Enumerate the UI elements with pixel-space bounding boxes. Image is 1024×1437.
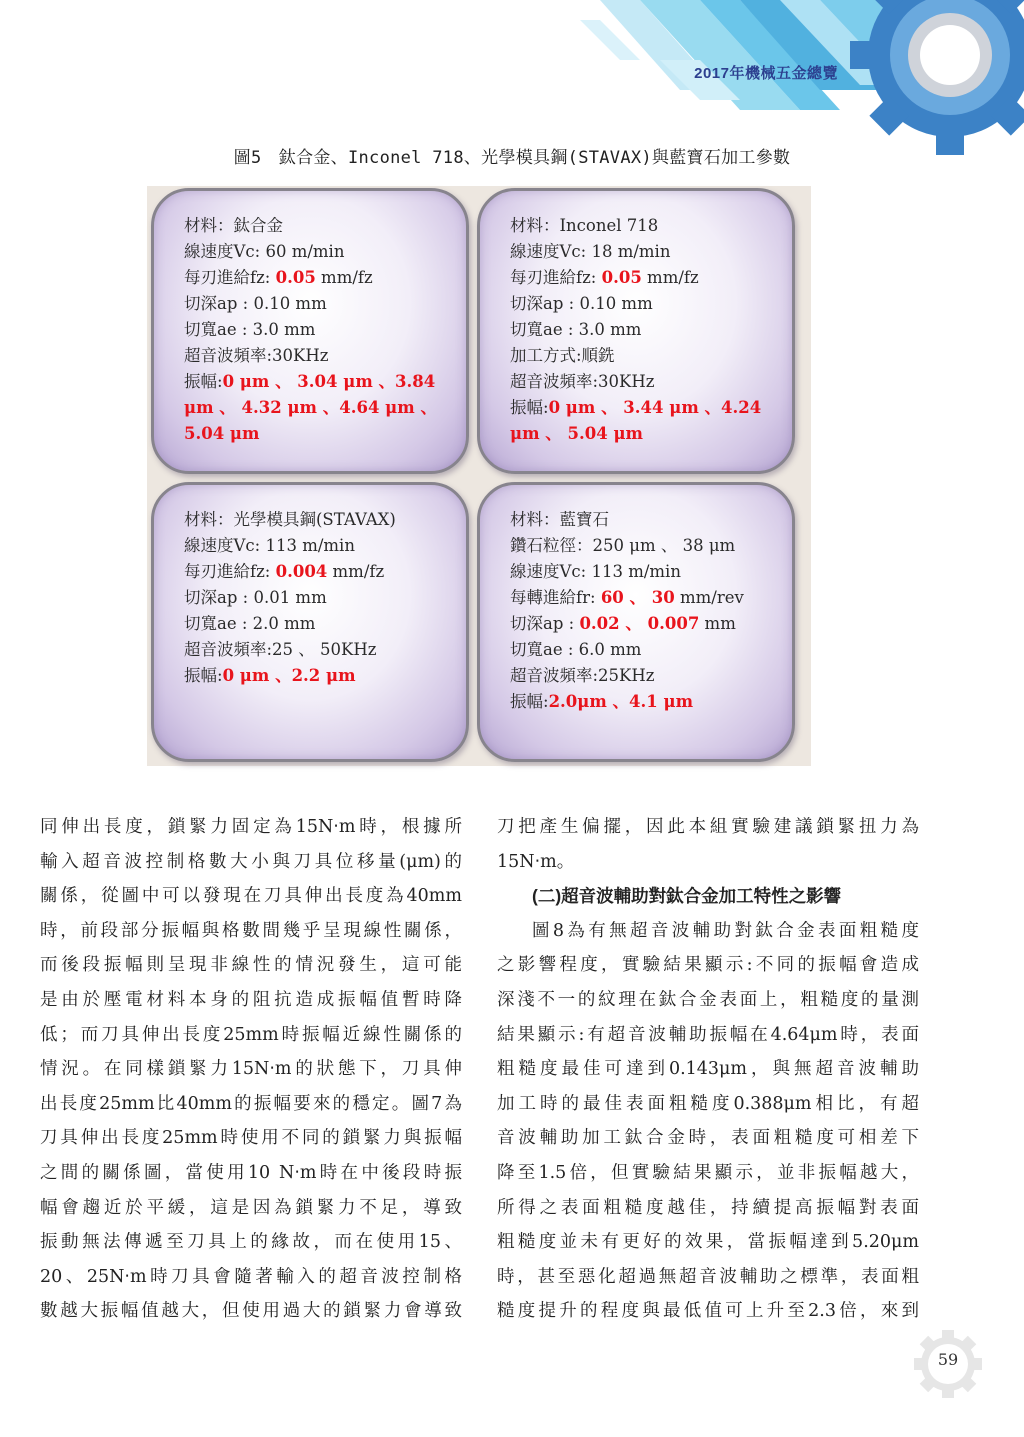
highlight-value: 0 μm 、 3.04 μm 、3.84 μm 、 4.32 μm 、4.64 μm 、5.04 μm (184, 372, 437, 443)
param-line (510, 343, 776, 369)
param-text: 振幅: (184, 372, 223, 391)
text-line: 出長度25mm比40mm的振幅要來的穩定。圖7為 (40, 1093, 462, 1114)
text-line: 幅會趨近於平緩，這是因為鎖緊力不足，導致 (40, 1197, 462, 1218)
text-line: 之間的關係圖，當使用10 N‧m時在中後段時振 (40, 1162, 462, 1183)
param-line (184, 239, 450, 265)
text-line: 時，前段部分振幅與格數間幾乎呈現線性關係， (40, 920, 462, 941)
param-line (510, 239, 776, 265)
body-column-right (497, 810, 919, 1329)
page-number: 59 (937, 1350, 959, 1369)
highlight-value: 0.05 (601, 268, 642, 287)
param-line (510, 369, 776, 395)
param-text: 鑽石粒徑：250 μm 、 38 μm (510, 536, 736, 555)
text-line: 而後段振幅則呈現非線性的情況發生，這可能 (40, 955, 462, 976)
param-line (184, 611, 450, 637)
text-line: 15N‧m。 (497, 851, 575, 872)
text-line: 結果顯示:有超音波輔助振幅在4.64μm時，表面 (497, 1024, 919, 1045)
param-text: 每刃進給fz: (510, 268, 602, 287)
text-line: 時，甚至惡化超過無超音波輔助之標準，表面粗 (497, 1266, 919, 1287)
param-line (510, 317, 776, 343)
param-line (510, 663, 776, 689)
param-text: mm/fz (315, 268, 373, 287)
param-line (184, 369, 450, 447)
param-text: 材料：光學模具鋼(STAVAX) (184, 510, 396, 529)
param-text: 切深ap : (510, 614, 580, 633)
param-text: 超音波頻率:25 、 50KHz (184, 640, 377, 659)
param-text: mm/rev (674, 588, 744, 607)
param-text: 振幅: (510, 692, 549, 711)
param-text: 材料：藍寶石 (510, 510, 609, 529)
param-text: 超音波頻率:25KHz (510, 666, 655, 685)
param-line (184, 213, 450, 239)
param-line (184, 317, 450, 343)
param-line (184, 507, 450, 533)
highlight-value: 0 μm 、 3.44 μm 、4.24 μm 、 5.04 μm (510, 398, 762, 443)
text-line: 圖8為有無超音波輔助對鈦合金表面粗糙度 (532, 920, 919, 941)
param-text: 材料：鈦合金 (184, 216, 283, 235)
param-card-titanium (151, 188, 469, 474)
param-line (510, 533, 776, 559)
param-line (510, 637, 776, 663)
right-main-paragraph (497, 914, 919, 1329)
param-text: 振幅: (184, 666, 223, 685)
param-text: 振幅: (510, 398, 549, 417)
param-line (510, 507, 776, 533)
param-line (510, 265, 776, 291)
param-line (184, 343, 450, 369)
param-line (184, 637, 450, 663)
highlight-value: 0 μm 、2.2 μm (222, 666, 356, 685)
param-line (510, 611, 776, 637)
text-line: 20、25N‧m時刀具會隨著輸入的超音波控制格 (40, 1266, 462, 1287)
param-text: 加工方式:順銑 (510, 346, 615, 365)
publication-title: 2017年機械五金總覽 (694, 65, 838, 82)
text-line: 粗糙度並未有更好的效果，當振幅達到5.20μm (497, 1232, 919, 1253)
param-text: 每刃進給fz: (184, 268, 276, 287)
right-intro-paragraph (497, 810, 919, 879)
section-heading: (二)超音波輔助對鈦合金加工特性之影響 (532, 886, 842, 907)
param-text: 切寬ae : 3.0 mm (510, 320, 642, 339)
param-text: 超音波頻率:30KHz (184, 346, 329, 365)
text-line: 糙度提升的程度與最低值可上升至2.3倍，來到 (497, 1301, 919, 1322)
param-line (510, 559, 776, 585)
text-line: 輸入超音波控制格數大小與刀具位移量(μm)的 (40, 851, 462, 872)
highlight-value: 0.02 、 0.007 (579, 614, 700, 633)
param-text: 切寬ae : 3.0 mm (184, 320, 316, 339)
param-line (184, 585, 450, 611)
text-line: 深淺不一的紋理在鈦合金表面上，粗糙度的量測 (497, 989, 919, 1010)
param-text: 切寬ae : 2.0 mm (184, 614, 316, 633)
text-line: 低；而刀具伸出長度25mm時振幅近線性關係的 (40, 1024, 462, 1045)
param-text: 線速度Vc: 60 m/min (184, 242, 345, 261)
text-line: 是由於壓電材料本身的阻抗造成振幅值暫時降 (40, 989, 462, 1010)
text-line: 粗糙度最佳可達到0.143μm，與無超音波輔助 (497, 1059, 919, 1080)
param-text: mm (699, 614, 736, 633)
param-text: 線速度Vc: 113 m/min (510, 562, 681, 581)
param-text: 每轉進給fr: (510, 588, 601, 607)
text-line: 數越大振幅值越大，但使用過大的鎖緊力會導致 (40, 1301, 462, 1322)
param-line (510, 689, 776, 715)
param-text: 切深ap : 0.10 mm (184, 294, 327, 313)
param-text: 每刃進給fz: (184, 562, 276, 581)
param-line (184, 265, 450, 291)
text-line: 加工時的最佳表面粗糙度0.388μm相比，有超 (497, 1093, 919, 1114)
gear-icon (850, 0, 1024, 155)
param-line (184, 559, 450, 585)
text-line: 振動無法傳遞至刀具上的緣故，而在使用15、 (40, 1232, 462, 1253)
param-text: 切寬ae : 6.0 mm (510, 640, 642, 659)
figure-panel (147, 186, 811, 766)
param-line (184, 291, 450, 317)
text-line: 關係，從圖中可以發現在刀具伸出長度為40mm (40, 886, 462, 907)
param-line (510, 395, 776, 447)
param-text: 材料：Inconel 718 (510, 216, 659, 235)
param-text: 線速度Vc: 113 m/min (184, 536, 355, 555)
param-card-inconel (477, 188, 795, 474)
param-text: mm/fz (641, 268, 699, 287)
text-line: 同伸出長度，鎖緊力固定為15N‧m時，根據所 (40, 817, 462, 837)
param-line (510, 291, 776, 317)
param-text: 線速度Vc: 18 m/min (510, 242, 671, 261)
highlight-value: 0.05 (275, 268, 316, 287)
header-decoration (0, 0, 1024, 160)
text-line: 刀把產生偏擺，因此本組實驗建議鎖緊扭力為 (497, 817, 919, 837)
param-line (510, 213, 776, 239)
text-line: 降至1.5倍，但實驗結果顯示，並非振幅越大， (497, 1162, 919, 1183)
text-line: 音波輔助加工鈦合金時，表面粗糙度可相差下 (497, 1128, 919, 1149)
text-line: 之影響程度，實驗結果顯示:不同的振幅會造成 (497, 955, 919, 976)
param-text: 切深ap : 0.10 mm (510, 294, 653, 313)
param-card-sapphire (477, 482, 795, 762)
param-text: 超音波頻率:30KHz (510, 372, 655, 391)
text-line: 情況。在同樣鎖緊力15N‧m的狀態下，刀具伸 (40, 1059, 462, 1080)
body-column-left (40, 810, 462, 1329)
highlight-value: 60 、 30 (600, 588, 675, 607)
highlight-value: 0.004 (275, 562, 328, 581)
param-line (184, 663, 450, 689)
param-line (510, 585, 776, 611)
param-text: mm/fz (327, 562, 385, 581)
text-line: 所得之表面粗糙度越佳，持續提高振幅對表面 (497, 1197, 919, 1218)
text-line: 刀具伸出長度25mm時使用不同的鎖緊力與振幅 (40, 1128, 462, 1149)
highlight-value: 2.0μm 、4.1 μm (548, 692, 694, 711)
param-card-stavax (151, 482, 469, 762)
figure-caption: 圖5 鈦合金、Inconel 718、光學模具鋼(STAVAX)與藍寶石加工參數 (233, 148, 791, 168)
param-text: 切深ap : 0.01 mm (184, 588, 327, 607)
param-line (184, 533, 450, 559)
